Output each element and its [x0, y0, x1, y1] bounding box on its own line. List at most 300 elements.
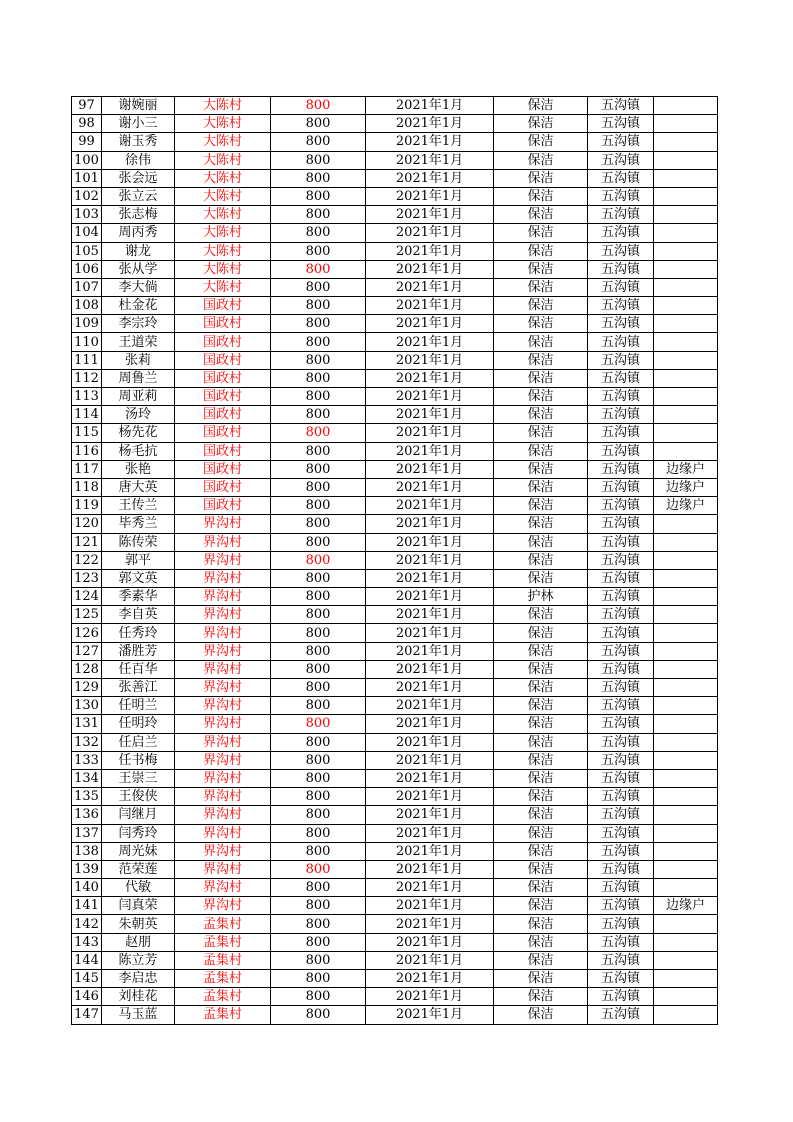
name-cell: 杨先花	[102, 424, 175, 442]
village-cell: 国政村	[175, 478, 271, 496]
table-body	[72, 97, 718, 1025]
town-cell: 五沟镇	[588, 551, 654, 569]
job-type-cell: 保洁	[494, 151, 588, 169]
village-cell: 界沟村	[175, 806, 271, 824]
village-cell: 界沟村	[175, 606, 271, 624]
note-cell: 边缘户	[654, 460, 718, 478]
town-cell: 五沟镇	[588, 788, 654, 806]
job-type-cell: 保洁	[494, 533, 588, 551]
row-number-cell: 133	[72, 751, 102, 769]
name-cell: 张莉	[102, 351, 175, 369]
town-cell: 五沟镇	[588, 660, 654, 678]
table-row	[72, 624, 718, 642]
job-type-cell: 保洁	[494, 879, 588, 897]
name-cell: 杜金花	[102, 297, 175, 315]
job-type-cell: 保洁	[494, 733, 588, 751]
amount-cell: 800	[271, 424, 366, 442]
table-row	[72, 260, 718, 278]
village-cell: 界沟村	[175, 879, 271, 897]
town-cell: 五沟镇	[588, 406, 654, 424]
town-cell: 五沟镇	[588, 533, 654, 551]
amount-cell: 800	[271, 460, 366, 478]
job-type-cell: 保洁	[494, 442, 588, 460]
note-cell	[654, 915, 718, 933]
date-cell: 2021年1月	[366, 551, 494, 569]
name-cell: 汤玲	[102, 406, 175, 424]
amount-cell: 800	[271, 388, 366, 406]
row-number-cell: 141	[72, 897, 102, 915]
table-row	[72, 933, 718, 951]
table-row	[72, 515, 718, 533]
row-number-cell: 98	[72, 115, 102, 133]
table-row	[72, 278, 718, 296]
table-row	[72, 897, 718, 915]
amount-cell: 800	[271, 297, 366, 315]
amount-cell: 800	[271, 224, 366, 242]
row-number-cell: 136	[72, 806, 102, 824]
amount-cell: 800	[271, 624, 366, 642]
name-cell: 周光妹	[102, 842, 175, 860]
town-cell: 五沟镇	[588, 733, 654, 751]
table-row	[72, 788, 718, 806]
note-cell	[654, 588, 718, 606]
village-cell: 国政村	[175, 297, 271, 315]
town-cell: 五沟镇	[588, 206, 654, 224]
town-cell: 五沟镇	[588, 278, 654, 296]
town-cell: 五沟镇	[588, 715, 654, 733]
name-cell: 闫继月	[102, 806, 175, 824]
village-cell: 大陈村	[175, 206, 271, 224]
name-cell: 任明兰	[102, 697, 175, 715]
job-type-cell: 保洁	[494, 497, 588, 515]
row-number-cell: 135	[72, 788, 102, 806]
row-number-cell: 115	[72, 424, 102, 442]
row-number-cell: 125	[72, 606, 102, 624]
job-type-cell: 保洁	[494, 970, 588, 988]
name-cell: 任明玲	[102, 715, 175, 733]
job-type-cell: 保洁	[494, 297, 588, 315]
town-cell: 五沟镇	[588, 351, 654, 369]
amount-cell: 800	[271, 569, 366, 587]
town-cell: 五沟镇	[588, 988, 654, 1006]
note-cell: 边缘户	[654, 478, 718, 496]
date-cell: 2021年1月	[366, 333, 494, 351]
job-type-cell: 保洁	[494, 842, 588, 860]
job-type-cell: 保洁	[494, 679, 588, 697]
date-cell: 2021年1月	[366, 406, 494, 424]
name-cell: 李启忠	[102, 970, 175, 988]
amount-cell: 800	[271, 879, 366, 897]
table-row	[72, 951, 718, 969]
name-cell: 唐大英	[102, 478, 175, 496]
row-number-cell: 145	[72, 970, 102, 988]
town-cell: 五沟镇	[588, 951, 654, 969]
amount-cell: 800	[271, 970, 366, 988]
name-cell: 毕秀兰	[102, 515, 175, 533]
table-row	[72, 751, 718, 769]
village-cell: 国政村	[175, 315, 271, 333]
name-cell: 张善江	[102, 679, 175, 697]
village-cell: 界沟村	[175, 624, 271, 642]
village-cell: 国政村	[175, 442, 271, 460]
town-cell: 五沟镇	[588, 260, 654, 278]
job-type-cell: 保洁	[494, 642, 588, 660]
date-cell: 2021年1月	[366, 206, 494, 224]
town-cell: 五沟镇	[588, 1006, 654, 1024]
amount-cell: 800	[271, 551, 366, 569]
job-type-cell: 保洁	[494, 806, 588, 824]
date-cell: 2021年1月	[366, 260, 494, 278]
town-cell: 五沟镇	[588, 697, 654, 715]
table-row	[72, 442, 718, 460]
amount-cell: 800	[271, 715, 366, 733]
amount-cell: 800	[271, 333, 366, 351]
note-cell	[654, 278, 718, 296]
village-cell: 界沟村	[175, 588, 271, 606]
note-cell	[654, 951, 718, 969]
note-cell	[654, 169, 718, 187]
town-cell: 五沟镇	[588, 442, 654, 460]
row-number-cell: 107	[72, 278, 102, 296]
village-cell: 孟集村	[175, 951, 271, 969]
town-cell: 五沟镇	[588, 388, 654, 406]
job-type-cell: 保洁	[494, 406, 588, 424]
name-cell: 范荣莲	[102, 860, 175, 878]
row-number-cell: 101	[72, 169, 102, 187]
note-cell: 边缘户	[654, 897, 718, 915]
amount-cell: 800	[271, 169, 366, 187]
village-cell: 界沟村	[175, 897, 271, 915]
job-type-cell: 保洁	[494, 988, 588, 1006]
note-cell	[654, 224, 718, 242]
note-cell	[654, 606, 718, 624]
village-cell: 国政村	[175, 497, 271, 515]
job-type-cell: 保洁	[494, 824, 588, 842]
note-cell	[654, 297, 718, 315]
table-row	[72, 115, 718, 133]
date-cell: 2021年1月	[366, 606, 494, 624]
amount-cell: 800	[271, 497, 366, 515]
name-cell: 张从学	[102, 260, 175, 278]
amount-cell: 800	[271, 951, 366, 969]
town-cell: 五沟镇	[588, 187, 654, 205]
date-cell: 2021年1月	[366, 751, 494, 769]
amount-cell: 800	[271, 1006, 366, 1024]
village-cell: 界沟村	[175, 860, 271, 878]
table-row	[72, 151, 718, 169]
name-cell: 郭文英	[102, 569, 175, 587]
village-cell: 大陈村	[175, 115, 271, 133]
note-cell	[654, 442, 718, 460]
date-cell: 2021年1月	[366, 679, 494, 697]
job-type-cell: 保洁	[494, 951, 588, 969]
note-cell	[654, 315, 718, 333]
table-row	[72, 315, 718, 333]
row-number-cell: 102	[72, 187, 102, 205]
note-cell	[654, 860, 718, 878]
date-cell: 2021年1月	[366, 824, 494, 842]
table-row	[72, 187, 718, 205]
date-cell: 2021年1月	[366, 242, 494, 260]
amount-cell: 800	[271, 588, 366, 606]
village-cell: 界沟村	[175, 697, 271, 715]
village-cell: 界沟村	[175, 733, 271, 751]
job-type-cell: 保洁	[494, 769, 588, 787]
job-type-cell: 保洁	[494, 351, 588, 369]
name-cell: 季素华	[102, 588, 175, 606]
note-cell	[654, 569, 718, 587]
date-cell: 2021年1月	[366, 588, 494, 606]
village-cell: 国政村	[175, 460, 271, 478]
job-type-cell: 护林	[494, 588, 588, 606]
table-row	[72, 879, 718, 897]
row-number-cell: 143	[72, 933, 102, 951]
village-cell: 大陈村	[175, 242, 271, 260]
name-cell: 潘胜芳	[102, 642, 175, 660]
table-row	[72, 806, 718, 824]
date-cell: 2021年1月	[366, 842, 494, 860]
village-cell: 国政村	[175, 333, 271, 351]
note-cell	[654, 824, 718, 842]
table-row	[72, 642, 718, 660]
job-type-cell: 保洁	[494, 606, 588, 624]
row-number-cell: 113	[72, 388, 102, 406]
village-cell: 界沟村	[175, 679, 271, 697]
table-row	[72, 297, 718, 315]
table-row	[72, 988, 718, 1006]
job-type-cell: 保洁	[494, 333, 588, 351]
table-row	[72, 206, 718, 224]
amount-cell: 800	[271, 478, 366, 496]
table-row	[72, 533, 718, 551]
town-cell: 五沟镇	[588, 478, 654, 496]
row-number-cell: 114	[72, 406, 102, 424]
town-cell: 五沟镇	[588, 606, 654, 624]
note-cell	[654, 733, 718, 751]
job-type-cell: 保洁	[494, 242, 588, 260]
name-cell: 赵朋	[102, 933, 175, 951]
table-row	[72, 660, 718, 678]
table-row	[72, 333, 718, 351]
village-cell: 大陈村	[175, 278, 271, 296]
village-cell: 孟集村	[175, 988, 271, 1006]
table-row	[72, 715, 718, 733]
name-cell: 任书梅	[102, 751, 175, 769]
village-cell: 国政村	[175, 351, 271, 369]
row-number-cell: 128	[72, 660, 102, 678]
amount-cell: 800	[271, 406, 366, 424]
name-cell: 周鲁兰	[102, 369, 175, 387]
job-type-cell: 保洁	[494, 751, 588, 769]
village-cell: 界沟村	[175, 715, 271, 733]
note-cell	[654, 206, 718, 224]
note-cell	[654, 333, 718, 351]
town-cell: 五沟镇	[588, 806, 654, 824]
row-number-cell: 127	[72, 642, 102, 660]
note-cell	[654, 151, 718, 169]
note-cell	[654, 424, 718, 442]
row-number-cell: 134	[72, 769, 102, 787]
amount-cell: 800	[271, 842, 366, 860]
date-cell: 2021年1月	[366, 515, 494, 533]
date-cell: 2021年1月	[366, 187, 494, 205]
village-cell: 国政村	[175, 369, 271, 387]
job-type-cell: 保洁	[494, 388, 588, 406]
town-cell: 五沟镇	[588, 242, 654, 260]
amount-cell: 800	[271, 933, 366, 951]
job-type-cell: 保洁	[494, 460, 588, 478]
note-cell	[654, 133, 718, 151]
row-number-cell: 106	[72, 260, 102, 278]
town-cell: 五沟镇	[588, 297, 654, 315]
amount-cell: 800	[271, 315, 366, 333]
row-number-cell: 118	[72, 478, 102, 496]
town-cell: 五沟镇	[588, 315, 654, 333]
note-cell	[654, 660, 718, 678]
table-row	[72, 497, 718, 515]
amount-cell: 800	[271, 206, 366, 224]
name-cell: 谢龙	[102, 242, 175, 260]
job-type-cell: 保洁	[494, 715, 588, 733]
village-cell: 界沟村	[175, 533, 271, 551]
town-cell: 五沟镇	[588, 897, 654, 915]
row-number-cell: 119	[72, 497, 102, 515]
note-cell	[654, 406, 718, 424]
row-number-cell: 130	[72, 697, 102, 715]
date-cell: 2021年1月	[366, 442, 494, 460]
row-number-cell: 121	[72, 533, 102, 551]
town-cell: 五沟镇	[588, 751, 654, 769]
note-cell	[654, 369, 718, 387]
row-number-cell: 132	[72, 733, 102, 751]
job-type-cell: 保洁	[494, 897, 588, 915]
village-cell: 界沟村	[175, 569, 271, 587]
note-cell	[654, 988, 718, 1006]
note-cell	[654, 879, 718, 897]
town-cell: 五沟镇	[588, 933, 654, 951]
village-cell: 界沟村	[175, 769, 271, 787]
village-cell: 大陈村	[175, 260, 271, 278]
name-cell: 闫秀玲	[102, 824, 175, 842]
town-cell: 五沟镇	[588, 369, 654, 387]
town-cell: 五沟镇	[588, 497, 654, 515]
date-cell: 2021年1月	[366, 769, 494, 787]
date-cell: 2021年1月	[366, 533, 494, 551]
date-cell: 2021年1月	[366, 497, 494, 515]
name-cell: 任百华	[102, 660, 175, 678]
row-number-cell: 138	[72, 842, 102, 860]
name-cell: 陈立芳	[102, 951, 175, 969]
table-row	[72, 369, 718, 387]
date-cell: 2021年1月	[366, 278, 494, 296]
date-cell: 2021年1月	[366, 315, 494, 333]
date-cell: 2021年1月	[366, 97, 494, 115]
row-number-cell: 103	[72, 206, 102, 224]
amount-cell: 800	[271, 733, 366, 751]
job-type-cell: 保洁	[494, 697, 588, 715]
town-cell: 五沟镇	[588, 769, 654, 787]
row-number-cell: 131	[72, 715, 102, 733]
table-row	[72, 860, 718, 878]
amount-cell: 800	[271, 806, 366, 824]
note-cell	[654, 624, 718, 642]
row-number-cell: 111	[72, 351, 102, 369]
village-cell: 界沟村	[175, 660, 271, 678]
village-cell: 界沟村	[175, 515, 271, 533]
village-cell: 孟集村	[175, 933, 271, 951]
date-cell: 2021年1月	[366, 660, 494, 678]
table-row	[72, 424, 718, 442]
row-number-cell: 144	[72, 951, 102, 969]
date-cell: 2021年1月	[366, 169, 494, 187]
village-cell: 界沟村	[175, 642, 271, 660]
name-cell: 王传兰	[102, 497, 175, 515]
town-cell: 五沟镇	[588, 97, 654, 115]
table-row	[72, 842, 718, 860]
amount-cell: 800	[271, 679, 366, 697]
name-cell: 徐伟	[102, 151, 175, 169]
amount-cell: 800	[271, 897, 366, 915]
job-type-cell: 保洁	[494, 1006, 588, 1024]
date-cell: 2021年1月	[366, 915, 494, 933]
row-number-cell: 108	[72, 297, 102, 315]
name-cell: 张志梅	[102, 206, 175, 224]
date-cell: 2021年1月	[366, 715, 494, 733]
name-cell: 李大倘	[102, 278, 175, 296]
table-row	[72, 1006, 718, 1024]
row-number-cell: 110	[72, 333, 102, 351]
name-cell: 王道荣	[102, 333, 175, 351]
table-row	[72, 824, 718, 842]
date-cell: 2021年1月	[366, 115, 494, 133]
row-number-cell: 137	[72, 824, 102, 842]
town-cell: 五沟镇	[588, 860, 654, 878]
amount-cell: 800	[271, 351, 366, 369]
table-row	[72, 406, 718, 424]
table-row	[72, 915, 718, 933]
table-row	[72, 697, 718, 715]
note-cell	[654, 806, 718, 824]
row-number-cell: 117	[72, 460, 102, 478]
village-cell: 国政村	[175, 424, 271, 442]
date-cell: 2021年1月	[366, 1006, 494, 1024]
date-cell: 2021年1月	[366, 697, 494, 715]
payroll-table	[71, 96, 718, 1025]
name-cell: 马玉蓝	[102, 1006, 175, 1024]
date-cell: 2021年1月	[366, 933, 494, 951]
town-cell: 五沟镇	[588, 115, 654, 133]
row-number-cell: 140	[72, 879, 102, 897]
note-cell	[654, 642, 718, 660]
row-number-cell: 142	[72, 915, 102, 933]
town-cell: 五沟镇	[588, 642, 654, 660]
row-number-cell: 146	[72, 988, 102, 1006]
date-cell: 2021年1月	[366, 879, 494, 897]
table-row	[72, 606, 718, 624]
village-cell: 大陈村	[175, 151, 271, 169]
row-number-cell: 97	[72, 97, 102, 115]
date-cell: 2021年1月	[366, 860, 494, 878]
date-cell: 2021年1月	[366, 424, 494, 442]
town-cell: 五沟镇	[588, 624, 654, 642]
amount-cell: 800	[271, 278, 366, 296]
row-number-cell: 109	[72, 315, 102, 333]
name-cell: 闫真荣	[102, 897, 175, 915]
note-cell	[654, 551, 718, 569]
row-number-cell: 104	[72, 224, 102, 242]
name-cell: 朱朝英	[102, 915, 175, 933]
note-cell	[654, 788, 718, 806]
